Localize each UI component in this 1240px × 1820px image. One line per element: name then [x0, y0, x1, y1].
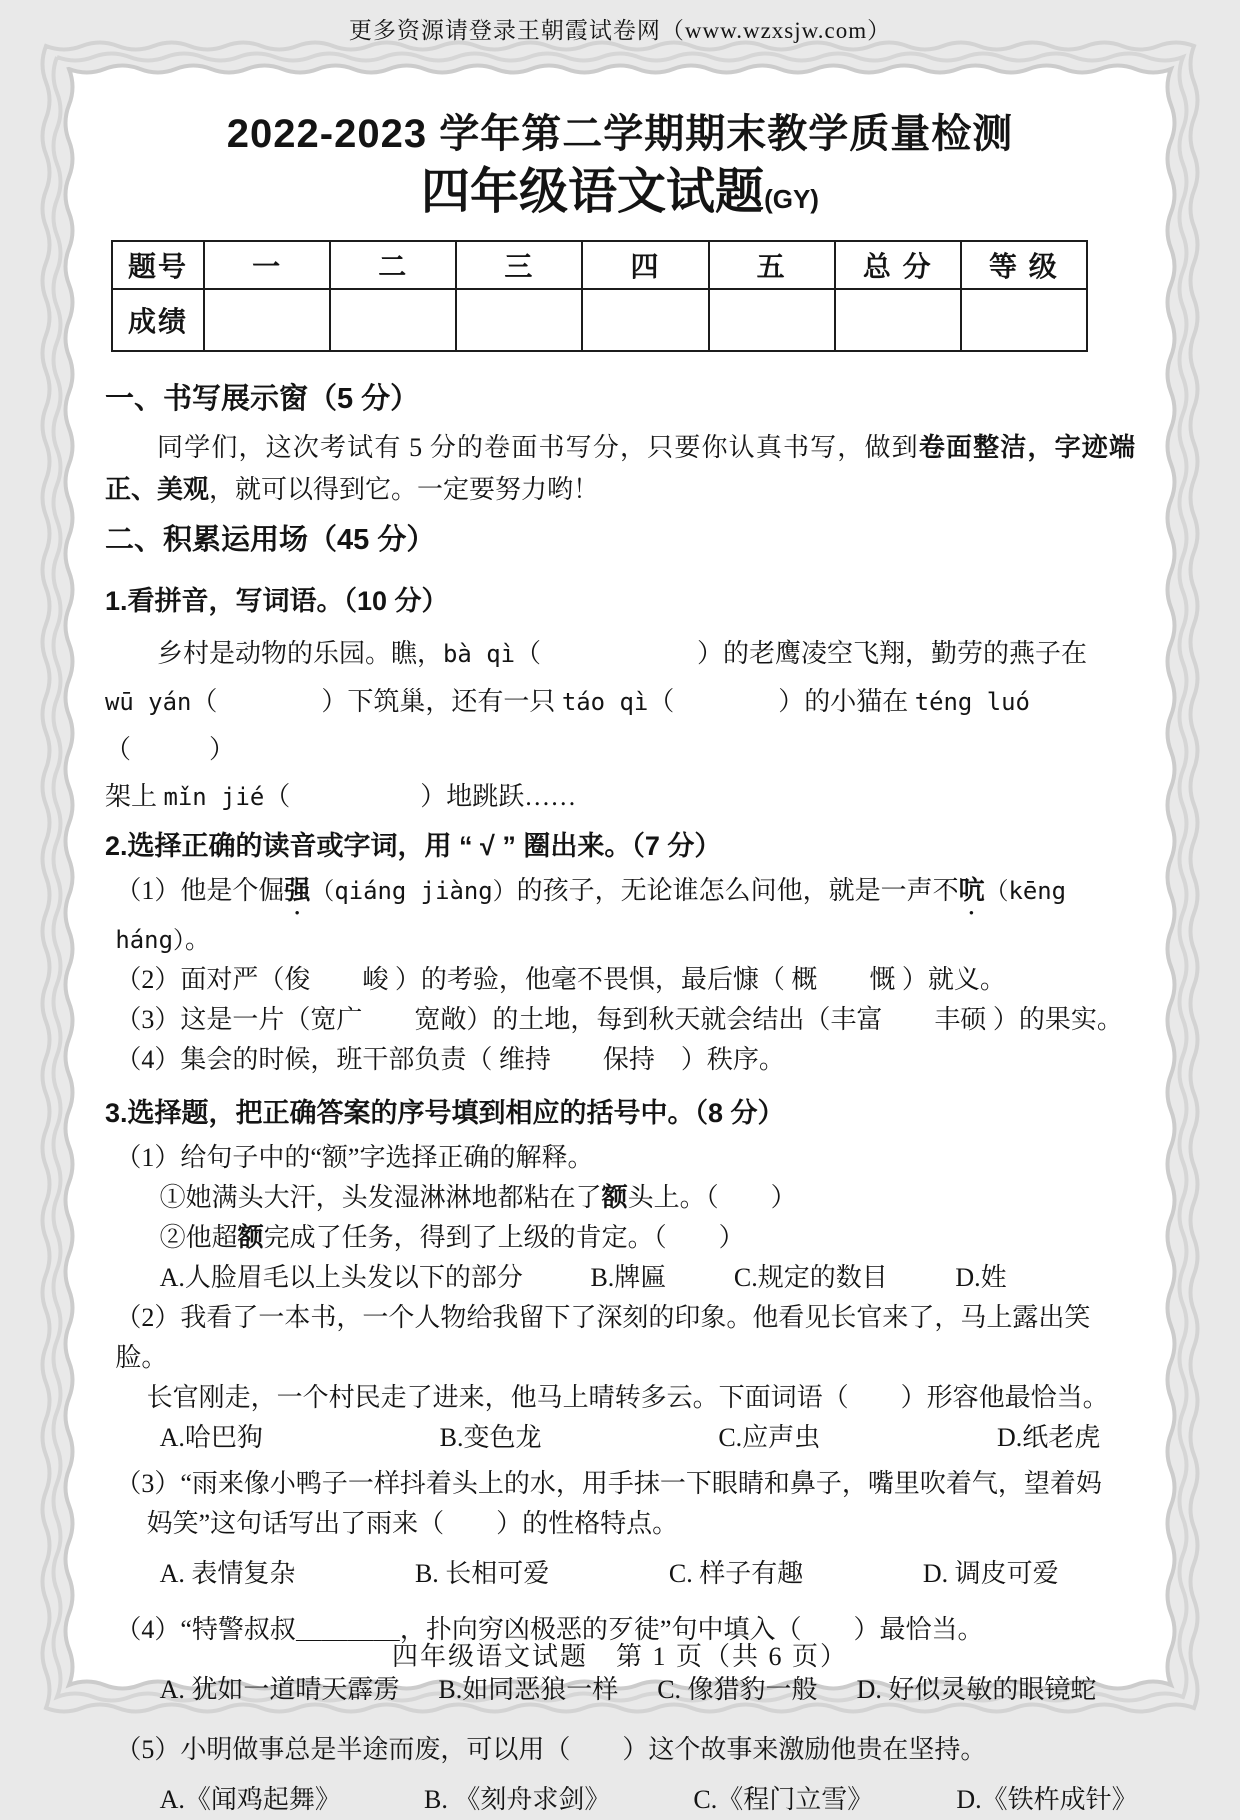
page-footer: 四年级语文试题 第 1 页（共 6 页）	[391, 1642, 848, 1671]
option-item: C.规定的数目	[733, 1263, 888, 1292]
score-header-cell: 三	[456, 241, 582, 289]
option-item: D.《铁杵成针》	[956, 1785, 1138, 1814]
option-item: C. 像猎豹一般	[657, 1675, 818, 1704]
exam-paper-title	[105, 163, 1135, 228]
text-run: 额	[601, 1183, 628, 1212]
option-item: B.如同恶狼一样	[438, 1675, 619, 1704]
q3-1-options	[105, 1258, 1135, 1298]
text-run: （ ）下筑巢，还有一只	[191, 687, 562, 716]
text-run: （1）他是个倔	[115, 876, 285, 905]
score-header-cell: 四	[582, 241, 708, 289]
score-blank-cell	[961, 289, 1087, 351]
q3-3-options	[105, 1554, 1135, 1594]
text-run: （4）集会的时候，班干部负责（ 维持 保持 ）秩序。	[115, 1045, 785, 1074]
q3-1-stem: （1）给句子中的“额”字选择正确的解释。	[115, 1143, 594, 1172]
text-run: 吭	[958, 876, 985, 905]
text-run: ，就可以得到它。一定要努力哟！	[209, 475, 600, 504]
option-item: D.姓	[955, 1263, 1007, 1292]
q2-item-3	[105, 1000, 1135, 1040]
q2-heading: 2.选择正确的读音或字词，用 “ √ ” 圈出来。（7 分）	[105, 831, 722, 861]
score-table-header-row	[112, 241, 1087, 289]
score-blank-cell	[330, 289, 456, 351]
site-header-notice: 更多资源请登录王朝霞试卷网（www.wzxsjw.com）	[348, 18, 892, 43]
option-item: A. 表情复杂	[159, 1559, 296, 1588]
text-run: （ ）地跳跃……	[264, 782, 577, 811]
q3-3-stem-line2: 妈笑”这句话写出了雨来（ ）的性格特点。	[146, 1509, 679, 1538]
q3-4-stem: （4）“特警叔叔＿＿＿＿，扑向穷凶极恶的歹徒”句中填入（ ）最恰当。	[115, 1615, 984, 1644]
q3-2-stem-line1: （2）我看了一本书，一个人物给我留下了深刻的印象。他看见长官来了，马上露出笑脸。	[115, 1303, 1091, 1372]
text-run: 头上。（ ）	[627, 1183, 797, 1212]
option-item: C.应声虫	[718, 1423, 821, 1452]
text-run: 同学们，这次考试有 5 分的卷面书写分，只要你认真书写，做到	[157, 433, 919, 462]
text-run: táo qì	[561, 688, 649, 716]
score-header-cell: 等 级	[961, 241, 1087, 289]
text-run: 。	[184, 925, 211, 954]
text-run: （kēng háng）	[115, 877, 1067, 954]
q1-line	[105, 678, 1135, 773]
option-item: A.人脸眉毛以上头发以下的部分	[159, 1263, 523, 1292]
option-item: B. 《刻舟求剑》	[424, 1785, 611, 1814]
option-item: B.变色龙	[439, 1423, 542, 1452]
q3-4-options	[105, 1670, 1135, 1710]
score-table	[111, 240, 1088, 352]
option-item: C.《程门立雪》	[693, 1785, 874, 1814]
q3-5-stem: （5）小明做事总是半途而废，可以用（ ）这个故事来激励他贵在坚持。	[115, 1735, 987, 1764]
option-item: C. 样子有趣	[668, 1559, 804, 1588]
score-blank-cell	[456, 289, 582, 351]
q3-3-stem-line1: （3）“雨来像小鸭子一样抖着头上的水，用手抹一下眼睛和鼻子，嘴里吹着气，望着妈	[115, 1469, 1102, 1498]
section1-heading: 一、书写展示窗（5 分）	[105, 383, 420, 415]
score-blank-cell	[582, 289, 708, 351]
text-run: （2）面对严（俊 峻 ）的考验，他毫不畏惧，最后慷（ 概 慨 ）就义。	[115, 965, 1006, 994]
text-run: 额	[237, 1223, 264, 1252]
text-run: 架上	[105, 782, 164, 811]
text-run: （3）这是一片（宽广 宽敞）的土地，每到秋天就会结出（丰富 丰硕 ）的果实。	[115, 1005, 1123, 1034]
score-header-cell: 二	[330, 241, 456, 289]
q3-1-sentence-2	[105, 1218, 1135, 1258]
option-item: B.牌匾	[590, 1263, 667, 1292]
q3-2-options	[105, 1418, 1135, 1458]
text-run: 强	[284, 876, 311, 905]
score-header-cell: 题号	[112, 241, 204, 289]
option-item: A. 犹如一道晴天霹雳	[159, 1675, 400, 1704]
text-run: 的孩子，无论谁怎么问他，就是一声不	[516, 876, 959, 905]
paper-title-text: 四年级语文试题	[421, 165, 765, 219]
score-row-label: 成绩	[112, 289, 204, 351]
score-blank-cell	[204, 289, 330, 351]
text-run: （qiáng jiàng）	[310, 877, 517, 905]
option-item: A.《闻鸡起舞》	[159, 1785, 341, 1814]
q2-item-1	[105, 871, 1135, 960]
q3-heading: 3.选择题，把正确答案的序号填到相应的括号中。（8 分）	[105, 1098, 785, 1128]
option-item: B. 长相可爱	[414, 1559, 550, 1588]
score-header-cell: 五	[709, 241, 835, 289]
option-item: D.纸老虎	[996, 1423, 1101, 1452]
q3-2-stem-line2: 长官刚走，一个村民走了进来，他马上晴转多云。下面词语（ ）形容他最恰当。	[146, 1383, 1109, 1412]
text-run: bà qì	[443, 640, 515, 668]
text-run: 完成了任务，得到了上级的肯定。（ ）	[263, 1223, 745, 1252]
text-run: （ ）	[105, 735, 236, 764]
section1-paragraph	[105, 427, 1135, 511]
q3-1-sentence-1	[105, 1178, 1135, 1218]
option-item: D. 调皮可爱	[922, 1559, 1059, 1588]
text-run: 卷面整洁，字迹端正、美观	[105, 433, 1135, 504]
score-blank-cell	[709, 289, 835, 351]
page-content	[105, 88, 1138, 1820]
text-run: mǐn jié	[163, 783, 265, 811]
text-run: （ ）的小猫在	[648, 687, 915, 716]
paper-title-suffix: (GY)	[764, 184, 819, 214]
text-run: （ ）的老鹰凌空飞翔，勤劳的燕子在	[514, 639, 1087, 668]
score-blank-cell	[835, 289, 961, 351]
q3-5-options	[105, 1780, 1138, 1820]
text-run: ①她满头大汗，头发湿淋淋地都粘在了	[159, 1183, 602, 1212]
q2-item-4	[105, 1040, 1135, 1080]
q1-heading: 1.看拼音，写词语。（10 分）	[105, 586, 449, 616]
q1-line	[105, 773, 1135, 821]
text-run: 乡村是动物的乐园。瞧，	[157, 639, 444, 668]
text-run: ②他超	[159, 1223, 238, 1252]
q2-item-2	[105, 960, 1135, 1000]
exam-session-title: 2022-2023 学年第二学期期末教学质量检测	[226, 112, 1014, 156]
score-table-value-row	[112, 289, 1087, 351]
score-header-cell: 一	[204, 241, 330, 289]
option-item: D. 好似灵敏的眼镜蛇	[856, 1675, 1097, 1704]
option-item: A.哈巴狗	[159, 1423, 263, 1452]
text-run: wū yán	[105, 688, 192, 716]
q1-line	[105, 630, 1135, 678]
text-run: téng luó	[914, 688, 1030, 716]
section2-heading: 二、积累运用场（45 分）	[105, 524, 436, 556]
score-header-cell: 总 分	[835, 241, 961, 289]
